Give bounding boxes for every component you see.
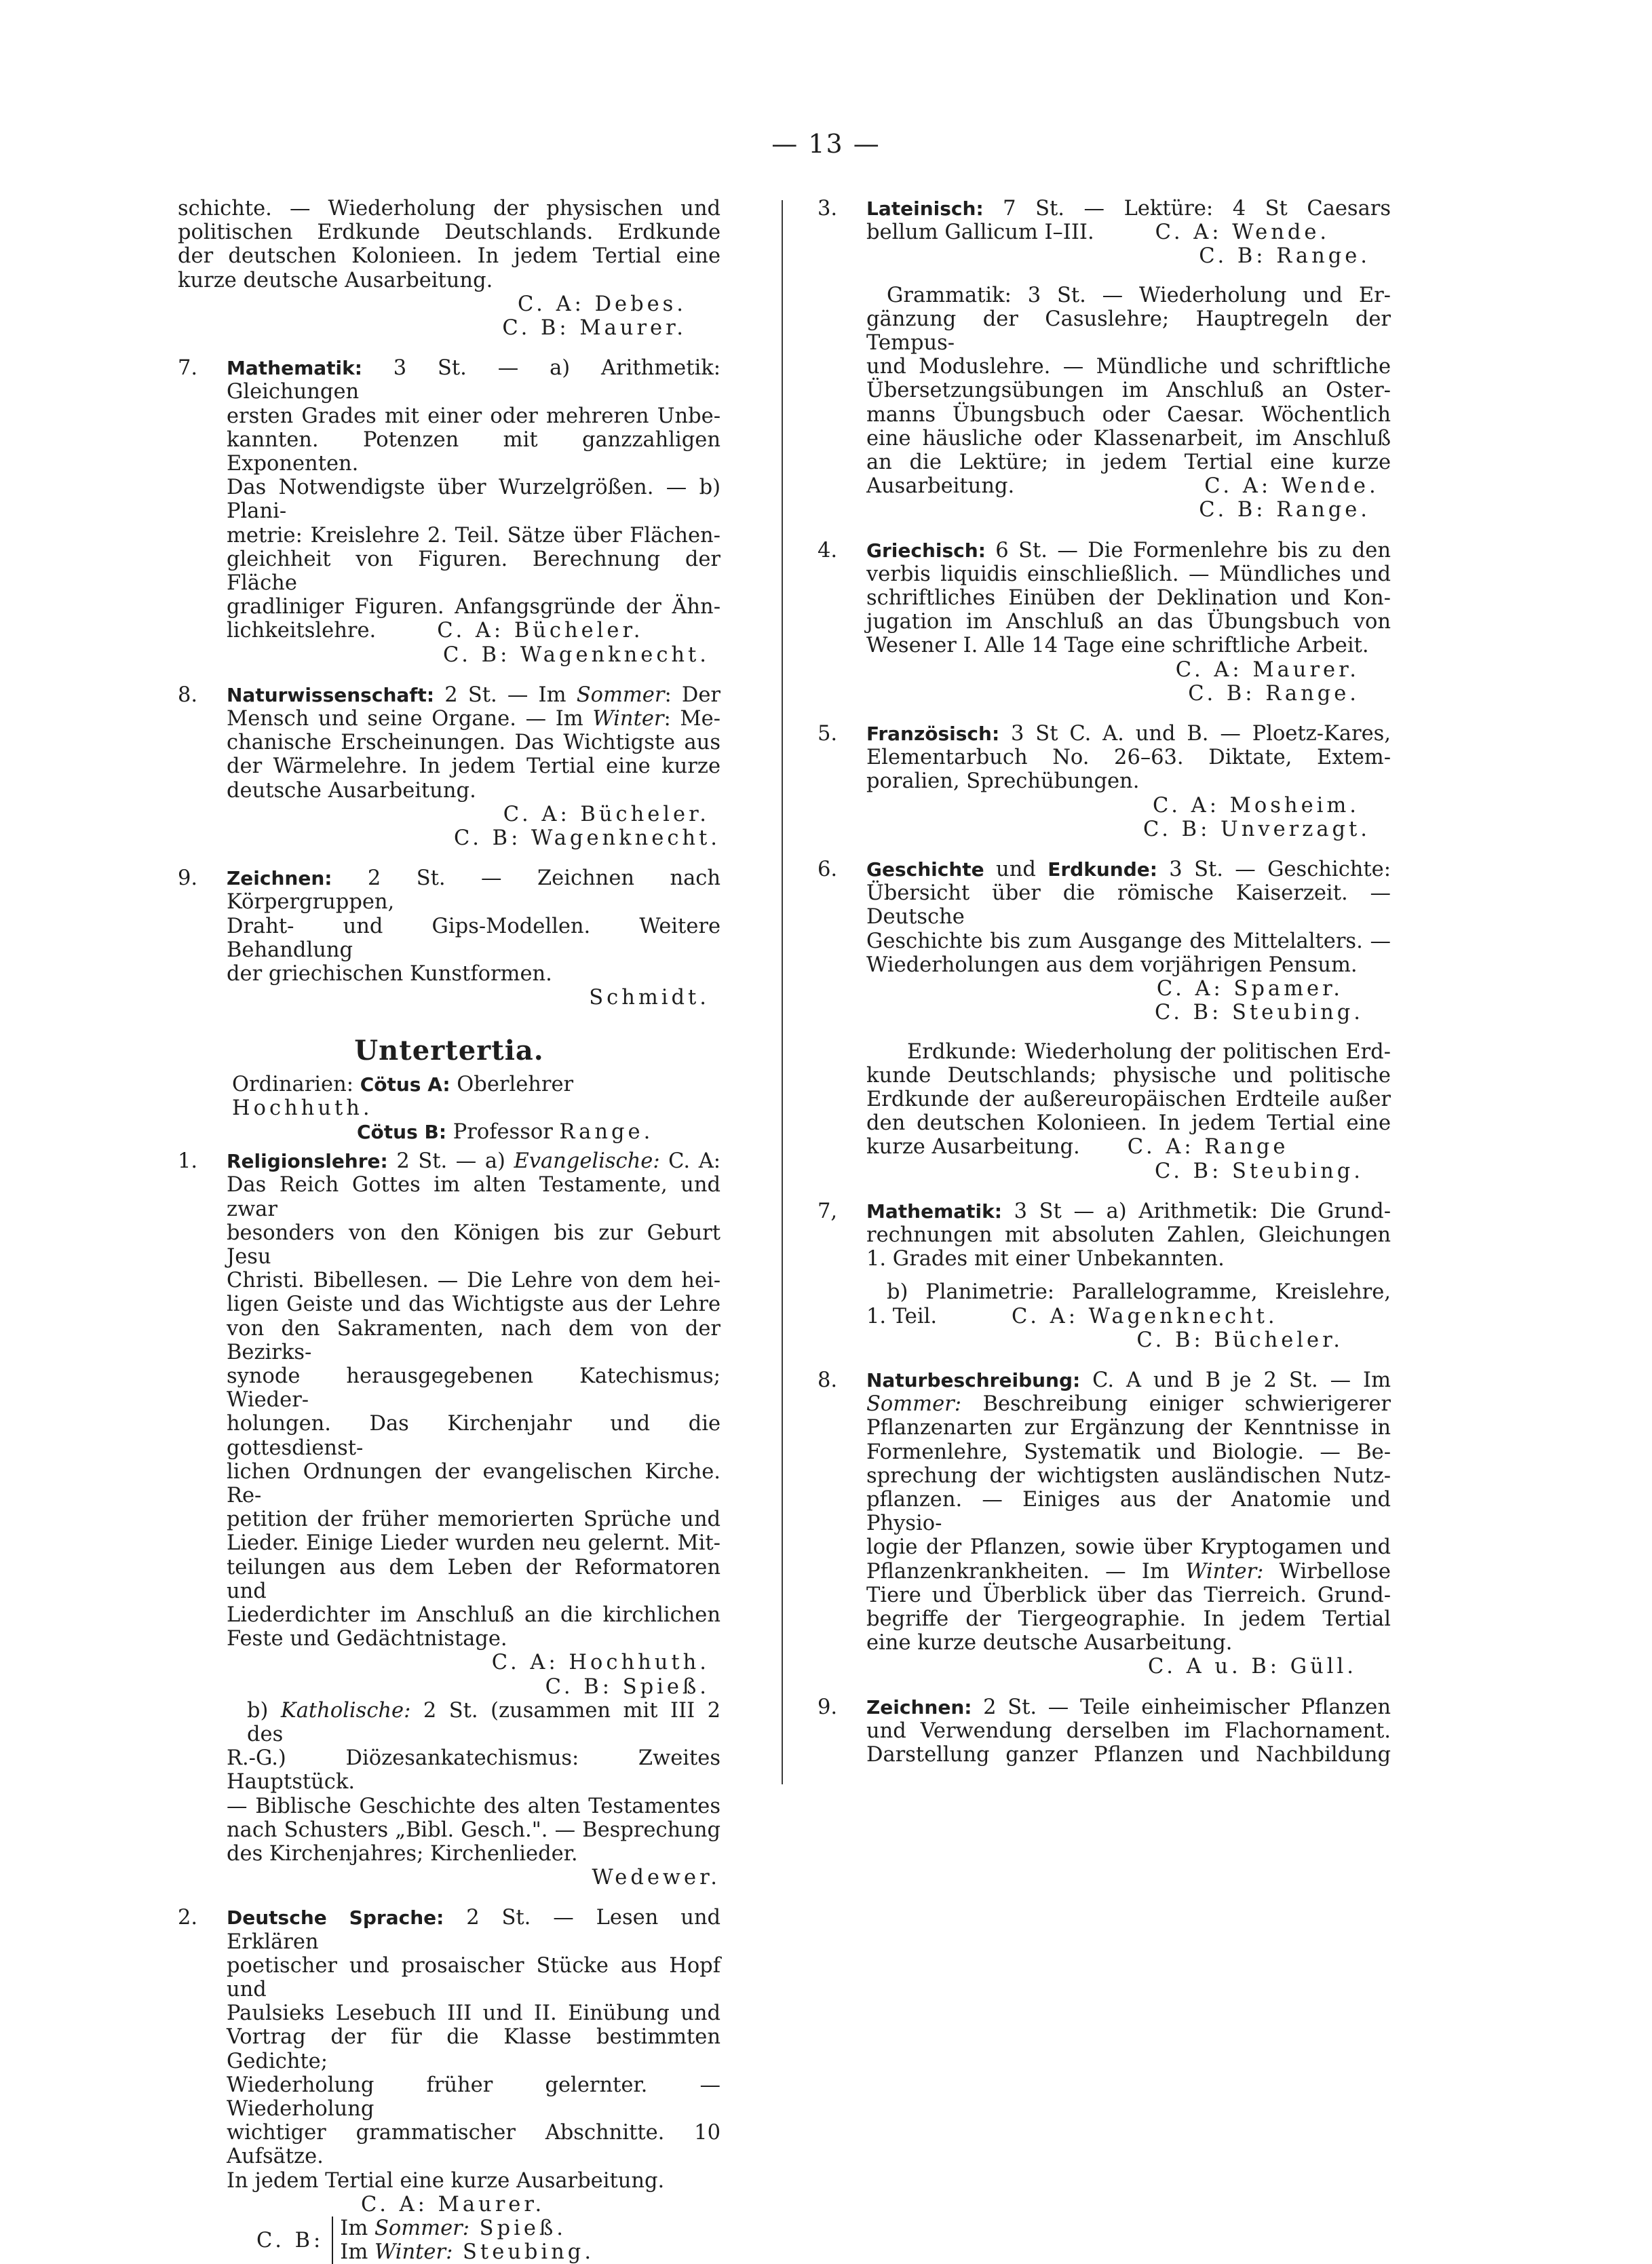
teacher-line: Wedewer. — [592, 1866, 721, 1890]
catholic-religion-paragraph: b) Katholische: 2 St. (zusammen mit III 2 des R.-G.) Diözesankatechismus: Zweites Hauptstück. — Biblische Geschichte des alten Testamentes nach Schusters „Bibl. Gesch.". — Besprechung des Kirchenjahres; Kirchenlieder. — [227, 1698, 721, 1866]
section-deutsche-sprache: 2. Deutsche Sprache: 2 St. — Lesen und Erklären poetischer und prosaischer Stücke aus Hopf und Paulsieks Lesebuch III und II. Einübung und Vortrag der für die Klasse bestimmten Gedichte; Wiederholung früher gelernter. — Wiederholung wichtiger grammatischer Abschnitte. 10 Aufsätze. In jedem Tertial eine kurze Ausarbeitung. — [178, 1906, 721, 2193]
teacher-line: C. B: Range. — [1199, 244, 1370, 269]
section-heading: Mathematik: — [227, 357, 362, 380]
section-heading: Geschichte — [866, 858, 984, 881]
column-divider — [782, 200, 783, 1784]
teacher-line: C. B: Steubing. — [1154, 1001, 1364, 1025]
section-heading: Griechisch: — [866, 539, 986, 562]
teacher-line: C. A: Bücheler. — [503, 802, 710, 826]
page-number: — 13 — — [771, 129, 881, 159]
teacher-brace-group: C. B: Im Sommer: Spieß. Im Winter: Steubing. — [256, 2217, 595, 2264]
section-religionslehre: 1. Religionslehre: 2 St. — a) Evangelische: C. A: Das Reich Gottes im alten Testamente, und zwar besonders von den Königen bis zur Geburt Jesu Christi. Bibellesen. — Die Lehre von dem hei- ligen Geiste und das Wichtigste aus der Lehre von den Sakramenten, nach dem von der Bezirks- synode herausgegebenen Katechismus; Wieder- holungen. Das Kirchenjahr und die gottesdienst- lichen Ordnungen der evangelischen Kirche. Re- petition der früher memorierten Sprüche und Lieder. Einige Lieder wurden neu gelernt. Mit- teilungen aus dem Leben der Reformatoren und Liederdichter im Anschluß an die kirchlichen Feste und Gedächtnistage. — [178, 1149, 721, 1651]
teacher-line: C. B: Range. — [1188, 681, 1360, 706]
ordinarien-line: Ordinarien: Cötus A: Oberlehrer Hochhuth. — [232, 1072, 574, 1120]
teacher-line: C. A: Range — [1127, 1135, 1289, 1159]
ordinarien-line: Cötus B: Professor Range. — [357, 1119, 654, 1144]
section-heading: Naturbeschreibung: — [866, 1368, 1081, 1392]
section-naturbeschreibung: 8. Naturbeschreibung: C. A und B je 2 St. — Im Sommer: Beschreibung einiger schwierigerer Pflanzenarten zur Ergänzung der Kenntnisse in Formenlehre, Systematik und Biologie. — Be- sprechung der wichtigsten ausländischen Nutz- pflanzen. — Einiges aus der Anatomie und Physio- logie der Pflanzen, sowie über Kryptogamen und Pflanzenkrankheiten. — Im Winter: Wirbellose Tiere und Überblick über das Tierreich. Grund- begriffe der Tiergeographie. In jedem Tertial eine kurze deutsche Ausarbeitung. — [818, 1368, 1391, 1655]
teacher-line: C. A: Wagenknecht. — [1012, 1304, 1278, 1328]
teacher-line: C. A: Debes. — [517, 292, 687, 316]
teacher-line: C. A: Mosheim. — [1153, 793, 1360, 818]
section-heading: Naturwissenschaft: — [227, 683, 435, 706]
section-heading: Zeichnen: — [866, 1695, 972, 1719]
continued-geography-paragraph: schichte. — Wiederholung der physischen und politischen Erdkunde Deutschlands. Erdkunde der deutschen Kolonieen. In jedem Tertial eine kurze deutsche Ausarbeitung. — [178, 197, 721, 292]
erdkunde-paragraph: Erdkunde: Wiederholung der politischen Erd- kunde Deutschlands; physische und politische Erdkunde der außereuropäischen Erdteile außer den deutschen Kolonieen. In jedem Tertial eine kurze Ausarbeitung. C. A: Range — [866, 1039, 1391, 1159]
class-title: Untertertia. — [354, 1034, 544, 1067]
section-mathematik: 7. Mathematik: 3 St. — a) Arithmetik: Gleichungen ersten Grades mit einer oder mehreren Unbe- kannten. Potenzen mit ganzzahligen Exponenten. Das Notwendigste über Wurzelgrößen. — b) Plani- metrie: Kreislehre 2. Teil. Sätze über Flächen- gleichheit von Figuren. Berechnung der Fläche gradliniger Figuren. Anfangsgründe der Ähn- lichkeitslehre. C. A: Bücheler. — [178, 356, 721, 643]
section-heading: Zeichnen: — [227, 867, 332, 890]
teacher-line: C. A: Spamer. — [1156, 977, 1343, 1001]
section-griechisch: 4. Griechisch: 6 St. — Die Formenlehre bis zu den verbis liquidis einschließlich. — Mündliches und schriftliches Einüben der Deklination und Kon- jugation im Anschluß an das Übungsbuch von Wesener I. Alle 14 Tage eine schriftliche Arbeit. — [818, 538, 1391, 658]
section-geschichte-erdkunde: 6. Geschichte und Erdkunde: 3 St. — Geschichte: Übersicht über die römische Kaiserzeit. — Deutsche Geschichte bis zum Ausgange des Mittelalters. — Wiederholungen aus dem vorjährigen Pensum. — [818, 858, 1391, 977]
teacher-line: C. B: Maurer. — [502, 316, 687, 341]
teacher-line: C. B: Unverzagt. — [1143, 817, 1370, 841]
section-heading: Französisch: — [866, 723, 1000, 746]
section-naturwissenschaft: 8. Naturwissenschaft: 2 St. — Im Sommer: Der Mensch und seine Organe. — Im Winter: Me- chanische Erscheinungen. Das Wichtigste aus der Wärmelehre. In jedem Tertial eine kurze deutsche Ausarbeitung. — [178, 683, 721, 803]
teacher-line: C. B: Spieß. — [545, 1674, 710, 1699]
teacher-line: C. B: Wagenknecht. — [454, 826, 721, 851]
teacher-line: C. B: Steubing. — [1154, 1159, 1364, 1183]
section-lateinisch: 3. Lateinisch: 7 St. — Lektüre: 4 St Caesars bellum Gallicum I–III. C. A: Wende. — [818, 197, 1391, 245]
section-franzoesisch: 5. Französisch: 3 St C. A. und B. — Ploetz-Kares, Elementarbuch No. 26–63. Diktate, Extem- poralien, Sprechübungen. — [818, 722, 1391, 794]
teacher-line: C. A: Wende. — [1155, 220, 1330, 245]
teacher-line: C. A: Maurer. — [1175, 657, 1360, 682]
section-heading: Lateinisch: — [866, 197, 984, 220]
latin-grammar-paragraph: Grammatik: 3 St. — Wiederholung und Er- gänzung der Casuslehre; Hauptregeln der Tempus- und Moduslehre. — Mündliche und schriftliche Übersetzungsübungen im Anschluß an Oster- manns Übungsbuch oder Caesar. Wöchentlich eine häusliche oder Klassenarbeit, im Anschluß an die Lektüre; in jedem Tertial eine kurze Ausarbeitung. C. A: Wende. — [866, 283, 1391, 499]
right-column — [818, 197, 1391, 1767]
teacher-line: Schmidt. — [589, 986, 710, 1010]
teacher-line: C. B: Range. — [1199, 498, 1370, 522]
teacher-line: C. A: Bücheler. — [437, 619, 644, 643]
teacher-line: C. B: Bücheler. — [1136, 1328, 1343, 1352]
section-heading: Deutsche Sprache: — [227, 1906, 444, 1930]
section-zeichnen-right: 9. Zeichnen: 2 St. — Teile einheimischer Pflanzen und Verwendung derselben im Flachornament. Darstellung ganzer Pflanzen und Nachbildung — [818, 1695, 1391, 1767]
teacher-line: C. A: Wende. — [1204, 474, 1379, 499]
teacher-line: C. B: Wagenknecht. — [443, 642, 710, 667]
teacher-line: C. A: Hochhuth. — [491, 1651, 710, 1675]
section-heading: Mathematik: — [866, 1200, 1002, 1223]
left-column — [178, 197, 721, 2264]
section-mathematik-right: 7, Mathematik: 3 St — a) Arithmetik: Die Grund- rechnungen mit absoluten Zahlen, Gleichungen 1. Grades mit einer Unbekannten. — [818, 1199, 1391, 1271]
teacher-line: C. A u. B: Güll. — [1148, 1655, 1357, 1679]
section-zeichnen: 9. Zeichnen: 2 St. — Zeichnen nach Körpergruppen, Draht- und Gips-Modellen. Weitere Behandlung der griechischen Kunstformen. — [178, 866, 721, 986]
section-heading: Religionslehre: — [227, 1150, 388, 1173]
section-number: 7. — [178, 356, 198, 381]
teacher-line: C. A: Maurer. — [361, 2192, 545, 2217]
planimetrie-paragraph: b) Planimetrie: Parallelogramme, Kreislehre, 1. Teil. C. A: Wagenknecht. — [866, 1280, 1391, 1328]
